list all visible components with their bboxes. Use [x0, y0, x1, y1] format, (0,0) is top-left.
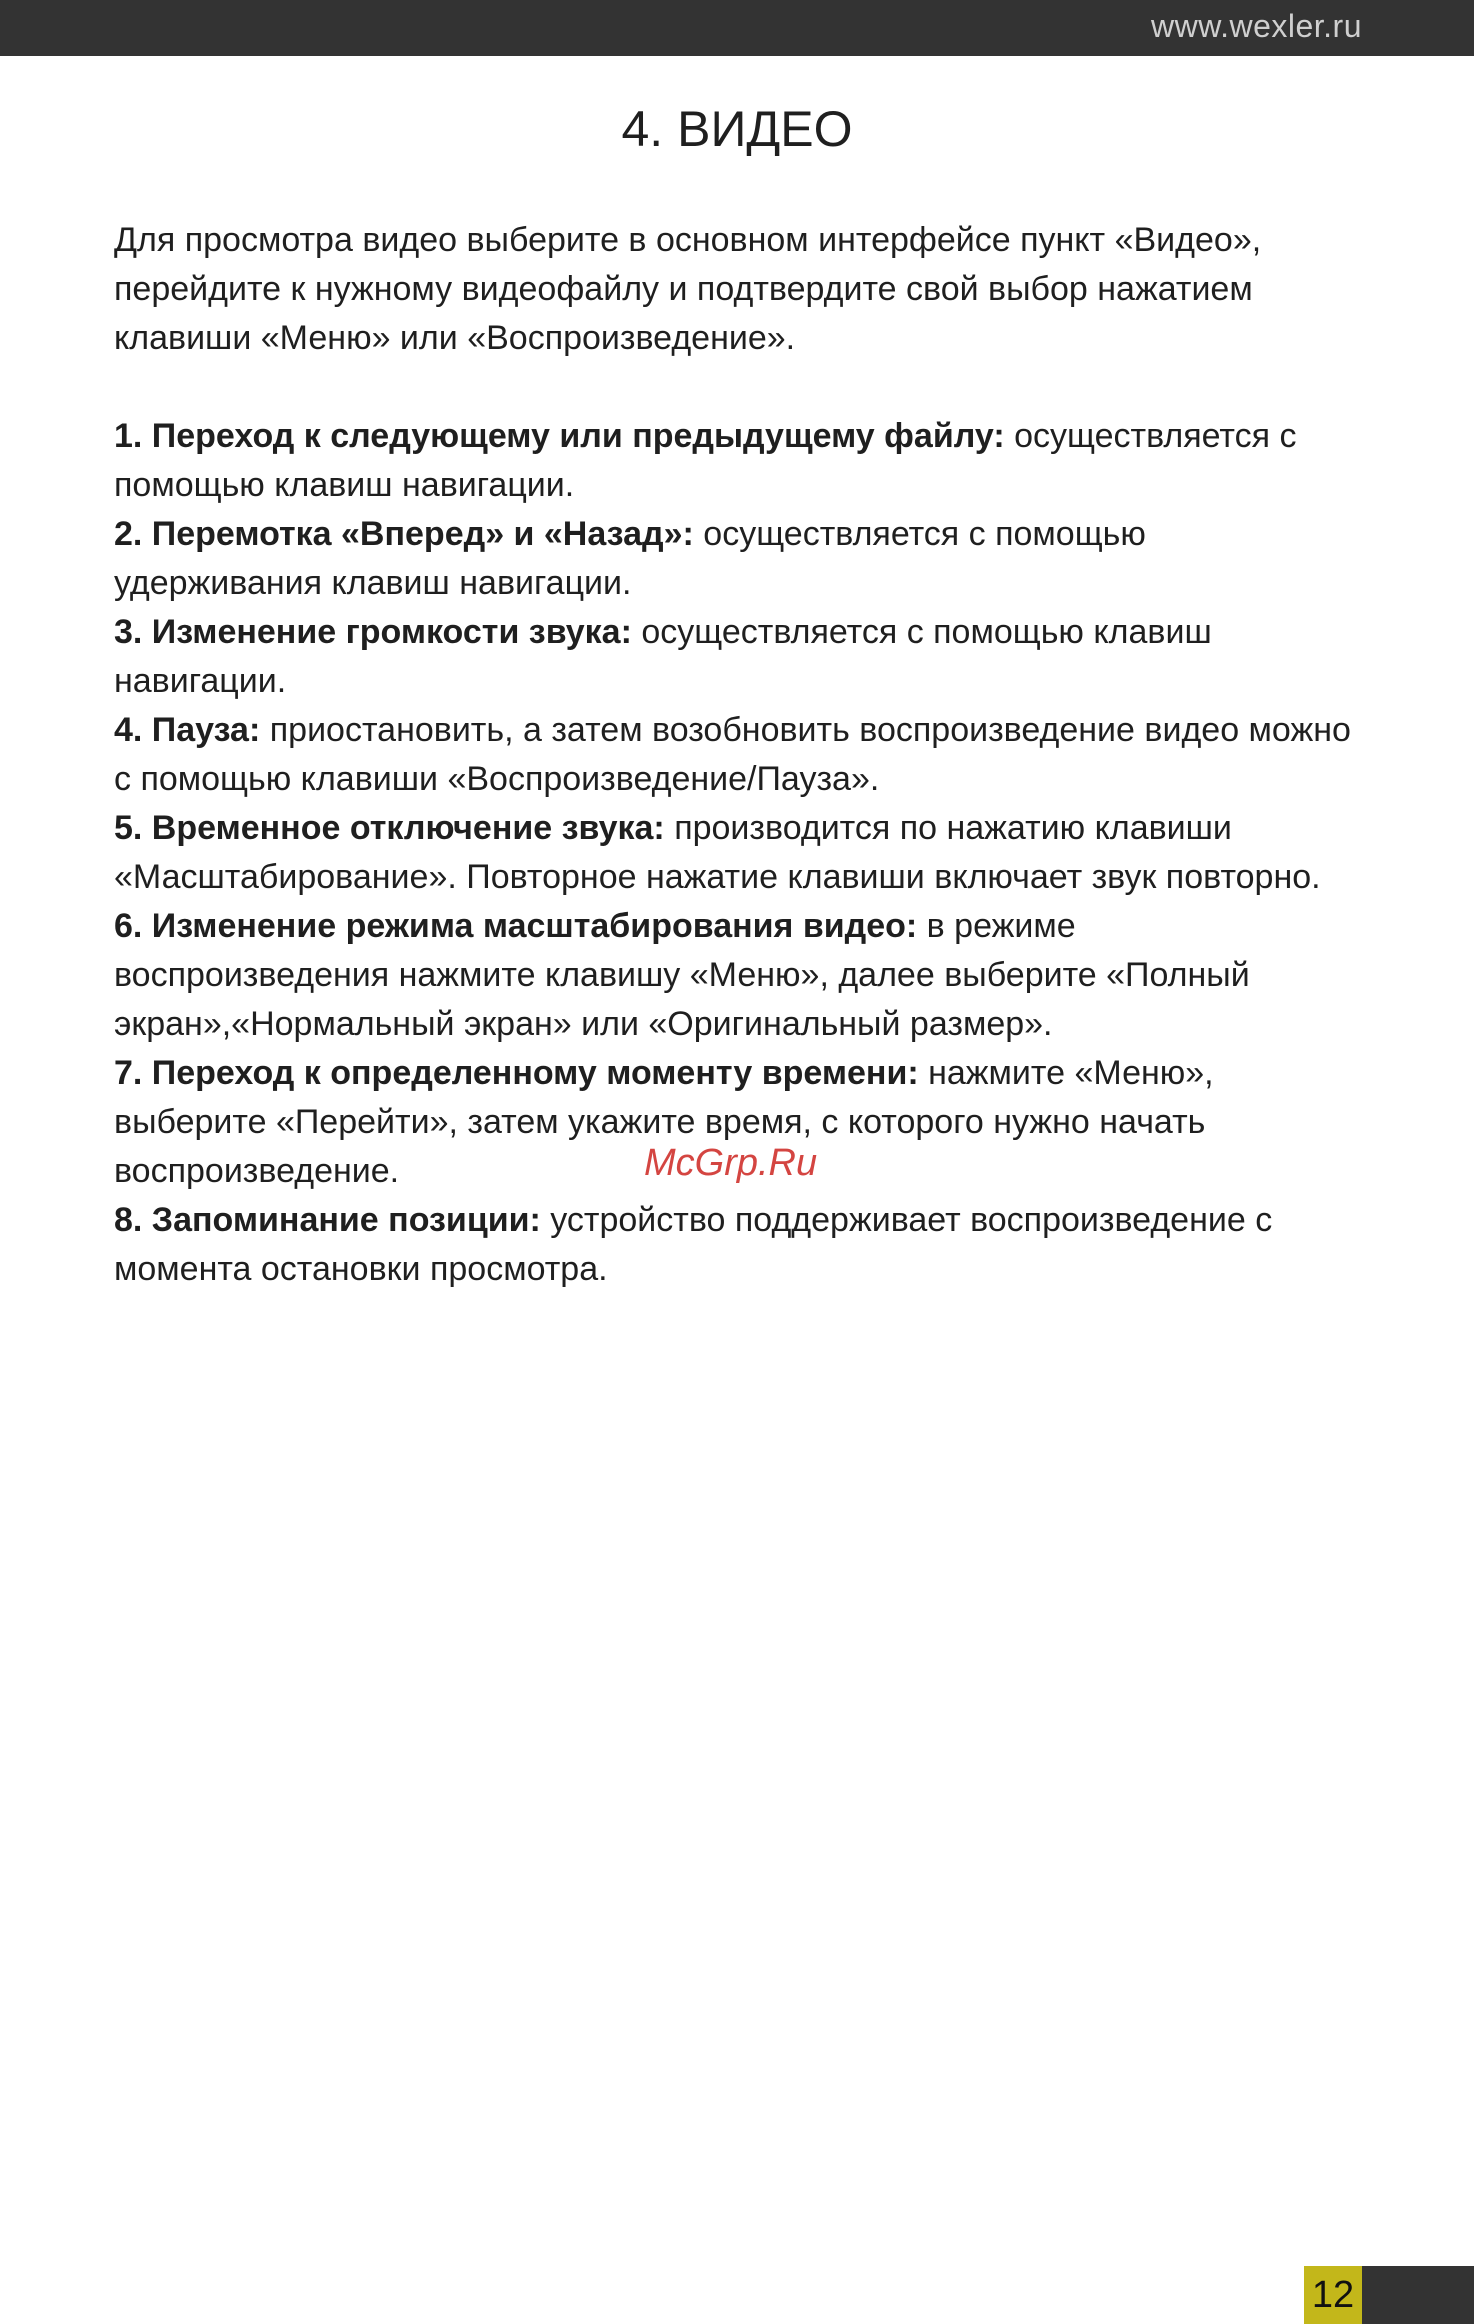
item-text: приостановить, а затем возобновить воспроизведение видео можно с помощью клавиши «Воспроизведение/Пауза».	[114, 711, 1351, 798]
top-bar	[0, 0, 1474, 56]
item-text: в режиме воспроизведения нажмите клавишу «Меню», далее выберите «Полный экран»,«Нормальный экран» или «Оригинальный размер».	[114, 907, 1250, 1043]
item-heading: 6. Изменение режима масштабирования видео:	[114, 907, 918, 945]
site-url: www.wexler.ru	[1151, 8, 1362, 44]
item-text: осуществляется с помощью удерживания клавиш навигации.	[114, 515, 1146, 602]
watermark: McGrp.Ru	[644, 1142, 818, 1184]
item-text: нажмите «Меню», выберите «Перейти», затем укажите время, с которого нужно начать воспроизведение.	[114, 1054, 1214, 1190]
item-heading: 3. Изменение громкости звука:	[114, 613, 632, 651]
item-heading: 2. Перемотка «Вперед» и «Назад»:	[114, 515, 694, 553]
list-item	[114, 1196, 1354, 1294]
page-number: 12	[1304, 2266, 1362, 2324]
list-item	[114, 902, 1354, 1049]
item-heading: 8. Запоминание позиции:	[114, 1201, 541, 1239]
list-item	[114, 706, 1354, 804]
content	[114, 216, 1354, 1294]
list-item	[114, 608, 1354, 706]
item-heading: 1. Переход к следующему или предыдущему файлу:	[114, 417, 1005, 455]
list-item	[114, 804, 1354, 902]
item-text: осуществляется с помощью клавиш навигации.	[114, 613, 1212, 700]
page-title: 4. ВИДЕО	[621, 101, 853, 157]
intro-paragraph: Для просмотра видео выберите в основном интерфейсе пункт «Видео», перейдите к нужному видеофайлу и подтвердите свой выбор нажатием клавиши «Меню» или «Воспроизведение».	[114, 221, 1262, 357]
item-heading: 5. Временное отключение звука:	[114, 809, 665, 847]
bottom-bar	[1362, 2266, 1474, 2324]
list-item	[114, 412, 1354, 510]
item-heading: 7. Переход к определенному моменту времени:	[114, 1054, 919, 1092]
item-text: производится по нажатию клавиши «Масштабирование». Повторное нажатие клавиши включает звук повторно.	[114, 809, 1321, 896]
item-heading: 4. Пауза:	[114, 711, 261, 749]
list-item	[114, 510, 1354, 608]
item-text: устройство поддерживает воспроизведение с момента остановки просмотра.	[114, 1201, 1273, 1288]
item-text: осуществляется с помощью клавиш навигации.	[114, 417, 1297, 504]
